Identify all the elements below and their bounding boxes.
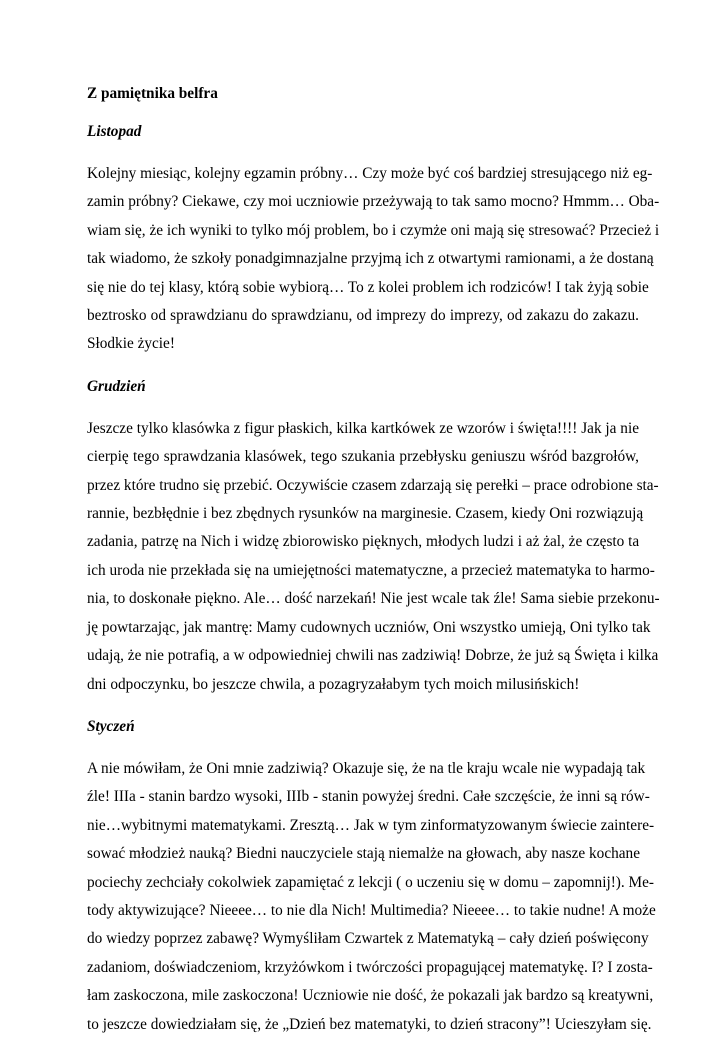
paragraph-line: się nie do tej klasy, którą sobie wybiorą… To z kolei problem ich rodziców! I tak żyją sobie	[87, 278, 649, 296]
paragraph-line: Słodkie życie!	[87, 335, 175, 353]
section-heading-listopad: Listopad	[87, 123, 142, 140]
paragraph-line: cierpię tego sprawdzania klasówek, tego szukania przebłysku geniuszu wśród bazgrołów,	[87, 448, 639, 466]
paragraph-line: to jeszcze dowiedziałam się, że „Dzień bez matematyki, to dzień stracony”! Ucieszyłam się.	[87, 1015, 652, 1033]
section-heading-styczen: Styczeń	[87, 717, 135, 735]
paragraph-line: beztrosko od sprawdzianu do sprawdzianu, od imprezy do imprezy, od zakazu do zakazu.	[87, 307, 639, 325]
paragraph-line: zadaniom, doświadczeniom, krzyżówkom i twórczości propagującej matematykę. I? I zosta-	[87, 958, 653, 976]
paragraph-line: Kolejny miesiąc, kolejny egzamin próbny… Czy może być coś bardziej stresującego niż eg-	[87, 165, 653, 182]
paragraph-line: przez które trudno się przebić. Oczywiście czasem zdarzają się perełki – prace odrobione sta-	[87, 476, 659, 494]
paragraph-line: dni odpoczynku, bo jeszcze chwila, a pozagryzałabym tych moich milusińskich!	[87, 675, 580, 693]
paragraph-line: udają, że nie potrafią, a w odpowiedniej chwili nas zadziwią! Dobrze, że już są Święta i kilka	[87, 647, 659, 665]
document-body	[87, 84, 660, 1039]
paragraph-line: tody aktywizujące? Nieeee… to nie dla Nich! Multimedia? Nieeee… to takie nudne! A może	[87, 901, 656, 919]
paragraph-line: ich uroda nie przekłada się na umiejętności matematyczne, a przecież matematyka to harmo-	[87, 561, 655, 579]
paragraph-line: pociechy zechciały cokolwiek zapamiętać z lekcji ( o uczeniu się w domu – zapomnij!). Me-	[87, 873, 655, 891]
paragraph-line: rannie, bezbłędnie i bez zbędnych rysunków na marginesie. Czasem, kiedy Oni rozwiązują	[87, 505, 644, 523]
section-heading-grudzien: Grudzień	[87, 377, 146, 395]
paragraph-line: nie…wybitnymi matematykami. Zresztą… Jak w tym zinformatyzowanym świecie zaintere-	[87, 816, 655, 834]
paragraph-line: do wiedzy poprzez zabawę? Wymyśliłam Czwartek z Matematyką – cały dzień poświęcony	[87, 930, 649, 948]
paragraph-line: sować młodzież nauką? Biedni nauczyciele stają niemalże na głowach, aby nasze kochane	[87, 845, 640, 863]
paragraph-line: źle! IIIa - stanin bardzo wysoki, IIIb - stanin powyżej średni. Całe szczęście, że inni są rów-	[87, 788, 650, 806]
paragraph-line: zadania, patrzę na Nich i widzę zbiorowisko pięknych, młodych ludzi i aż żal, że często ta	[87, 533, 640, 551]
paragraph-grudzien	[87, 415, 660, 699]
paragraph-line: ję powtarzając, jak mantrę: Mamy cudownych uczniów, Oni wszystko umieją, Oni tylko tak	[87, 618, 651, 636]
paragraph-line: nia, to doskonałe piękno. Ale… dość narzekań! Nie jest wcale tak źle! Sama siebie przekonu-	[87, 590, 660, 608]
paragraph-line: A nie mówiłam, że Oni mnie zadziwią? Okazuje się, że na tle kraju wcale nie wypadają tak	[87, 759, 646, 777]
paragraph-line: łam zaskoczona, mile zaskoczona! Uczniowie nie dość, że pokazali jak bardzo są kreatywni,	[87, 987, 654, 1005]
paragraph-line: wiam się, że ich wyniki to tylko mój problem, bo i czymże oni mają się stresować? Przecież i	[87, 221, 660, 239]
paragraph-line: zamin próbny? Ciekawe, czy moi uczniowie przeżywają to tak samo mocno? Hmmm… Oba-	[87, 193, 660, 211]
document-title: Z pamiętnika belfra	[87, 85, 218, 102]
paragraph-styczen	[87, 755, 656, 1039]
paragraph-listopad	[87, 160, 660, 359]
paragraph-line: Jeszcze tylko klasówka z figur płaskich, kilka kartkówek ze wzorów i święta!!!! Jak ja nie	[87, 419, 639, 437]
paragraph-line: tak wiadomo, że szkoły ponadgimnazjalne przyjmą ich z otwartymi ramionami, a że dostaną	[87, 250, 654, 268]
